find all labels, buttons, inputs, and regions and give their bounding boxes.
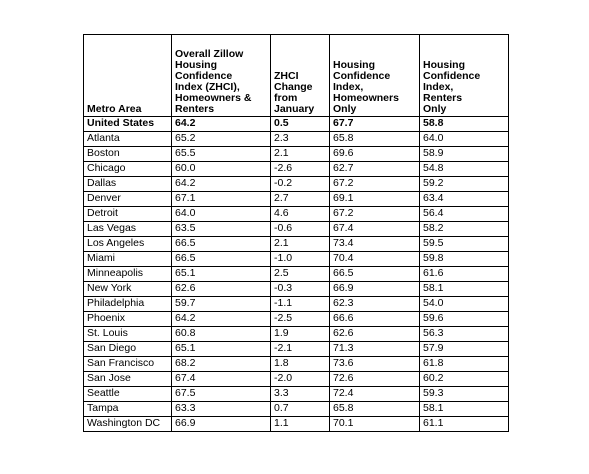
- metro-area-cell: Denver: [84, 192, 172, 207]
- renters-index-cell: 60.2: [420, 372, 509, 387]
- metro-area-cell: Philadelphia: [84, 297, 172, 312]
- overall-zhci-cell: 66.9: [172, 417, 271, 432]
- metro-area-cell: St. Louis: [84, 327, 172, 342]
- renters-index-cell: 58.8: [420, 117, 509, 132]
- renters-index-cell: 56.4: [420, 207, 509, 222]
- metro-area-cell: Chicago: [84, 162, 172, 177]
- table-row: [84, 342, 509, 357]
- zhci-change-cell: 1.8: [271, 357, 330, 372]
- overall-zhci-cell: 65.1: [172, 342, 271, 357]
- homeowners-index-cell: 67.4: [330, 222, 420, 237]
- renters-index-cell: 59.8: [420, 252, 509, 267]
- metro-area-cell: Las Vegas: [84, 222, 172, 237]
- table-row: [84, 147, 509, 162]
- overall-zhci-cell: 62.6: [172, 282, 271, 297]
- homeowners-index-cell: 67.2: [330, 177, 420, 192]
- zhci-change-cell: -2.0: [271, 372, 330, 387]
- metro-area-cell: Boston: [84, 147, 172, 162]
- header-renters-index: Housing Confidence Index, Renters Only: [420, 35, 509, 117]
- table-row: [84, 237, 509, 252]
- overall-zhci-cell: 63.5: [172, 222, 271, 237]
- renters-index-cell: 54.0: [420, 297, 509, 312]
- metro-area-cell: Detroit: [84, 207, 172, 222]
- zhci-change-cell: 0.5: [271, 117, 330, 132]
- overall-zhci-cell: 64.2: [172, 177, 271, 192]
- table-row: [84, 372, 509, 387]
- table-row: [84, 297, 509, 312]
- renters-index-cell: 57.9: [420, 342, 509, 357]
- table-body: [84, 117, 509, 432]
- metro-area-cell: United States: [84, 117, 172, 132]
- homeowners-index-cell: 62.3: [330, 297, 420, 312]
- homeowners-index-cell: 69.6: [330, 147, 420, 162]
- renters-index-cell: 61.1: [420, 417, 509, 432]
- homeowners-index-cell: 72.6: [330, 372, 420, 387]
- homeowners-index-cell: 65.8: [330, 402, 420, 417]
- table-row: [84, 357, 509, 372]
- homeowners-index-cell: 62.7: [330, 162, 420, 177]
- overall-zhci-cell: 67.1: [172, 192, 271, 207]
- zhci-change-cell: 2.5: [271, 267, 330, 282]
- table-row: [84, 327, 509, 342]
- homeowners-index-cell: 67.2: [330, 207, 420, 222]
- metro-area-cell: Minneapolis: [84, 267, 172, 282]
- overall-zhci-cell: 60.0: [172, 162, 271, 177]
- zhci-change-cell: 2.7: [271, 192, 330, 207]
- homeowners-index-cell: 70.1: [330, 417, 420, 432]
- zhci-change-cell: 1.1: [271, 417, 330, 432]
- homeowners-index-cell: 73.4: [330, 237, 420, 252]
- overall-zhci-cell: 67.5: [172, 387, 271, 402]
- zhci-change-cell: 2.1: [271, 237, 330, 252]
- overall-zhci-cell: 65.2: [172, 132, 271, 147]
- overall-zhci-cell: 66.5: [172, 252, 271, 267]
- overall-zhci-cell: 66.5: [172, 237, 271, 252]
- header-homeowners-index: Housing Confidence Index, Homeowners Only: [330, 35, 420, 117]
- zhci-change-cell: -2.5: [271, 312, 330, 327]
- renters-index-cell: 64.0: [420, 132, 509, 147]
- metro-area-cell: Seattle: [84, 387, 172, 402]
- header-overall-zhci: Overall Zillow Housing Confidence Index (ZHCI), Homeowners & Renters: [172, 35, 271, 117]
- table-row: [84, 132, 509, 147]
- metro-area-cell: Atlanta: [84, 132, 172, 147]
- table-row: [84, 207, 509, 222]
- zhci-change-cell: -1.1: [271, 297, 330, 312]
- homeowners-index-cell: 65.8: [330, 132, 420, 147]
- metro-area-cell: San Jose: [84, 372, 172, 387]
- renters-index-cell: 61.6: [420, 267, 509, 282]
- metro-area-cell: Los Angeles: [84, 237, 172, 252]
- zhci-change-cell: 0.7: [271, 402, 330, 417]
- table-row: [84, 282, 509, 297]
- header-zhci-change: ZHCI Change from January: [271, 35, 330, 117]
- renters-index-cell: 63.4: [420, 192, 509, 207]
- zhci-change-cell: -1.0: [271, 252, 330, 267]
- overall-zhci-cell: 64.2: [172, 312, 271, 327]
- renters-index-cell: 59.2: [420, 177, 509, 192]
- zhci-change-cell: -2.6: [271, 162, 330, 177]
- homeowners-index-cell: 67.7: [330, 117, 420, 132]
- overall-zhci-cell: 65.5: [172, 147, 271, 162]
- zhci-change-cell: 3.3: [271, 387, 330, 402]
- homeowners-index-cell: 70.4: [330, 252, 420, 267]
- header-metro-area: Metro Area: [84, 35, 172, 117]
- metro-area-cell: Tampa: [84, 402, 172, 417]
- zhci-change-cell: -0.3: [271, 282, 330, 297]
- renters-index-cell: 54.8: [420, 162, 509, 177]
- zhci-change-cell: 2.1: [271, 147, 330, 162]
- renters-index-cell: 59.6: [420, 312, 509, 327]
- table-row: [84, 267, 509, 282]
- metro-area-cell: Dallas: [84, 177, 172, 192]
- zhci-change-cell: 2.3: [271, 132, 330, 147]
- renters-index-cell: 61.8: [420, 357, 509, 372]
- table-row: [84, 402, 509, 417]
- homeowners-index-cell: 71.3: [330, 342, 420, 357]
- zhci-change-cell: -0.6: [271, 222, 330, 237]
- table-row: [84, 312, 509, 327]
- zhci-change-cell: 1.9: [271, 327, 330, 342]
- renters-index-cell: 56.3: [420, 327, 509, 342]
- table-row: [84, 192, 509, 207]
- zhci-change-cell: -2.1: [271, 342, 330, 357]
- homeowners-index-cell: 66.9: [330, 282, 420, 297]
- renters-index-cell: 58.9: [420, 147, 509, 162]
- metro-area-cell: Miami: [84, 252, 172, 267]
- metro-area-cell: San Francisco: [84, 357, 172, 372]
- table-row: [84, 162, 509, 177]
- homeowners-index-cell: 66.6: [330, 312, 420, 327]
- renters-index-cell: 59.3: [420, 387, 509, 402]
- overall-zhci-cell: 59.7: [172, 297, 271, 312]
- renters-index-cell: 59.5: [420, 237, 509, 252]
- homeowners-index-cell: 66.5: [330, 267, 420, 282]
- overall-zhci-cell: 67.4: [172, 372, 271, 387]
- table-row: [84, 222, 509, 237]
- zhci-change-cell: -0.2: [271, 177, 330, 192]
- overall-zhci-cell: 60.8: [172, 327, 271, 342]
- renters-index-cell: 58.2: [420, 222, 509, 237]
- renters-index-cell: 58.1: [420, 402, 509, 417]
- homeowners-index-cell: 62.6: [330, 327, 420, 342]
- zhci-change-cell: 4.6: [271, 207, 330, 222]
- table-row: [84, 387, 509, 402]
- overall-zhci-cell: 64.2: [172, 117, 271, 132]
- renters-index-cell: 58.1: [420, 282, 509, 297]
- overall-zhci-cell: 68.2: [172, 357, 271, 372]
- metro-area-cell: Washington DC: [84, 417, 172, 432]
- overall-zhci-cell: 64.0: [172, 207, 271, 222]
- housing-confidence-table: [83, 34, 509, 432]
- metro-area-cell: San Diego: [84, 342, 172, 357]
- homeowners-index-cell: 72.4: [330, 387, 420, 402]
- table-row-national: [84, 117, 509, 132]
- table-row: [84, 177, 509, 192]
- table-header-row: [84, 35, 509, 117]
- overall-zhci-cell: 65.1: [172, 267, 271, 282]
- metro-area-cell: New York: [84, 282, 172, 297]
- table-row: [84, 417, 509, 432]
- table-row: [84, 252, 509, 267]
- metro-area-cell: Phoenix: [84, 312, 172, 327]
- overall-zhci-cell: 63.3: [172, 402, 271, 417]
- homeowners-index-cell: 73.6: [330, 357, 420, 372]
- homeowners-index-cell: 69.1: [330, 192, 420, 207]
